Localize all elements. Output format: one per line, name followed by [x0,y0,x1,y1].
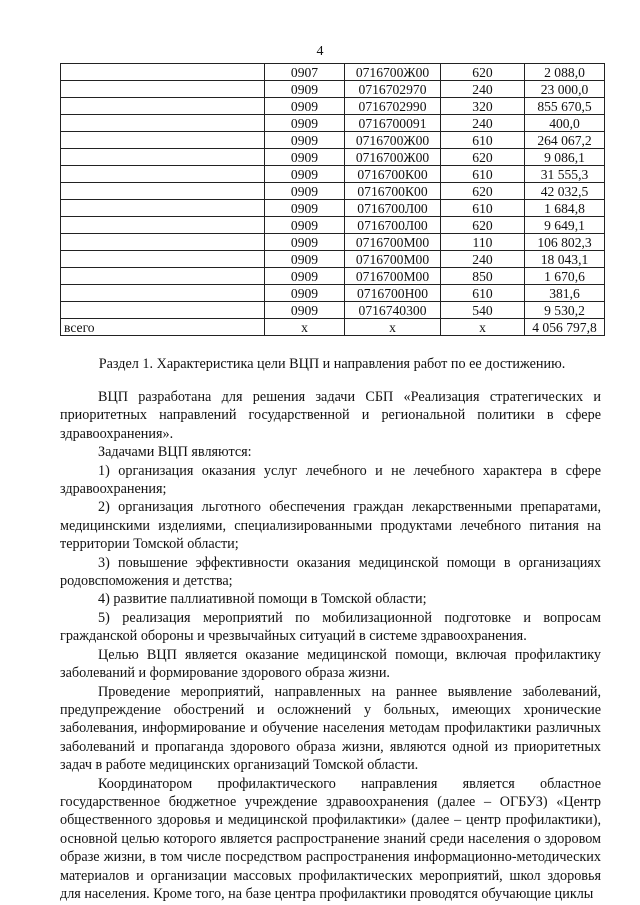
table-cell: 855 670,5 [525,98,605,115]
table-cell: 0909 [265,302,345,319]
table-cell: 850 [441,268,525,285]
table-row [61,64,605,81]
table-row [61,302,605,319]
table-cell: 0716702990 [345,98,441,115]
table-cell: 9 530,2 [525,302,605,319]
table-cell: 610 [441,200,525,217]
table-cell: 18 043,1 [525,251,605,268]
table-cell: 610 [441,166,525,183]
table-row [61,183,605,200]
budget-table [60,63,605,336]
table-cell: 0909 [265,115,345,132]
paragraph: Координатором профилактического направления является областное государственное бюджетное учреждение здравоохранения (далее – ОГБУЗ) «Центр общественного здоровья и медицинской профилактики» (далее – центр профилактики), основной целью которого является распространение знаний среди населения о здоровом образе жизни, в том числе посредством распространения информационно-методических материалов и организации массовых профилактических мероприятий, школ здоровья для населения. Кроме того, на базе центра профилактики проводятся обучающие циклы [60,775,601,902]
table-cell: 240 [441,115,525,132]
table-row [61,268,605,285]
table-cell [61,302,265,319]
table-row [61,81,605,98]
table-cell [61,268,265,285]
table-cell: 0716700Ж00 [345,149,441,166]
table-cell: 620 [441,64,525,81]
table-cell: 0716700К00 [345,183,441,200]
paragraph: ВЦП разработана для решения задачи СБП «Реализация стратегических и приоритетных направлений государственной и региональной политики в сфере здравоохранения». [60,389,601,442]
table-cell: 400,0 [525,115,605,132]
table-cell: 240 [441,81,525,98]
table-cell: 0909 [265,132,345,149]
table-cell [61,81,265,98]
table-cell: 9 649,1 [525,217,605,234]
table-cell: 264 067,2 [525,132,605,149]
table-cell: x [265,319,345,336]
table-cell: всего [61,319,265,336]
table-cell: 23 000,0 [525,81,605,98]
body-text [60,388,601,903]
table-cell [61,251,265,268]
table-cell: 0909 [265,234,345,251]
table-cell: 0716700Л00 [345,200,441,217]
table-cell: 0909 [265,81,345,98]
table-cell: 2 088,0 [525,64,605,81]
table-cell [61,64,265,81]
table-cell: 0716702970 [345,81,441,98]
table-cell: 0716700Н00 [345,285,441,302]
table-cell [61,200,265,217]
table-cell: 620 [441,217,525,234]
table-cell: 0716740300 [345,302,441,319]
table-cell: 110 [441,234,525,251]
table-cell: 0909 [265,200,345,217]
table-cell: 1 684,8 [525,200,605,217]
section-heading: Раздел 1. Характеристика цели ВЦП и направления работ по ее достижению. [98,356,566,372]
table-cell: x [345,319,441,336]
table-row [61,319,605,336]
table-cell [61,183,265,200]
table-row [61,217,605,234]
table-cell: 240 [441,251,525,268]
table-cell [61,217,265,234]
table-row [61,149,605,166]
table-cell [61,98,265,115]
table-cell: 31 555,3 [525,166,605,183]
table-cell: 0716700М00 [345,268,441,285]
table-cell: 0716700М00 [345,234,441,251]
table-cell: 540 [441,302,525,319]
table-row [61,234,605,251]
paragraph: 3) повышение эффективности оказания медицинской помощи в организациях родовспоможения и детства; [60,554,601,590]
table-row [61,251,605,268]
table-cell: 0909 [265,268,345,285]
table-row [61,200,605,217]
table-cell: 620 [441,149,525,166]
table-cell: 42 032,5 [525,183,605,200]
table-cell: 0716700М00 [345,251,441,268]
table-cell: 0909 [265,149,345,166]
table-cell [61,166,265,183]
table-cell: x [441,319,525,336]
table-cell: 620 [441,183,525,200]
paragraph: 1) организация оказания услуг лечебного и не лечебного характера в сфере здравоохранения; [60,462,601,498]
table-cell: 0907 [265,64,345,81]
table-row [61,115,605,132]
table-cell [61,132,265,149]
paragraph: 5) реализация мероприятий по мобилизационной подготовке и вопросам гражданской обороны и чрезвычайных ситуаций в системе здравоохранения. [60,609,601,645]
table-row [61,132,605,149]
paragraph: Целью ВЦП является оказание медицинской помощи, включая профилактику заболеваний и формирование здорового образа жизни. [60,646,601,682]
table-cell: 9 086,1 [525,149,605,166]
table-cell: 0909 [265,285,345,302]
page-number: 4 [316,44,324,59]
table-row [61,285,605,302]
table-cell [61,234,265,251]
table-row [61,98,605,115]
paragraph: 4) развитие паллиативной помощи в Томской области; [98,591,427,608]
table-cell: 610 [441,285,525,302]
table-cell: 0909 [265,166,345,183]
table-cell: 0716700Ж00 [345,64,441,81]
table-cell [61,115,265,132]
table-cell: 0909 [265,217,345,234]
table-cell: 1 670,6 [525,268,605,285]
table-cell: 381,6 [525,285,605,302]
table-cell: 106 802,3 [525,234,605,251]
table-cell: 0909 [265,183,345,200]
budget-table-body [61,64,605,336]
table-cell: 0716700Л00 [345,217,441,234]
table-cell: 0716700Ж00 [345,132,441,149]
table-cell: 0909 [265,98,345,115]
table-cell [61,149,265,166]
table-cell: 4 056 797,8 [525,319,605,336]
paragraph: Проведение мероприятий, направленных на раннее выявление заболеваний, предупреждение обострений и осложнений у больных, имеющих хронические заболевания, информирование и обучение населения методам профилактики различных заболеваний и пропаганда здорового образа жизни, являются одной из приоритетных задач в работе медицинских организаций Томской области. [60,683,601,774]
table-row [61,166,605,183]
table-cell: 320 [441,98,525,115]
table-cell: 610 [441,132,525,149]
table-cell [61,285,265,302]
paragraph: 2) организация льготного обеспечения граждан лекарственными препаратами, медицинскими изделиями, специализированными продуктами лечебного питания на территории Томской области; [60,499,601,553]
table-cell: 0716700091 [345,115,441,132]
table-cell: 0716700К00 [345,166,441,183]
table-cell: 0909 [265,251,345,268]
paragraph: Задачами ВЦП являются: [98,444,252,461]
